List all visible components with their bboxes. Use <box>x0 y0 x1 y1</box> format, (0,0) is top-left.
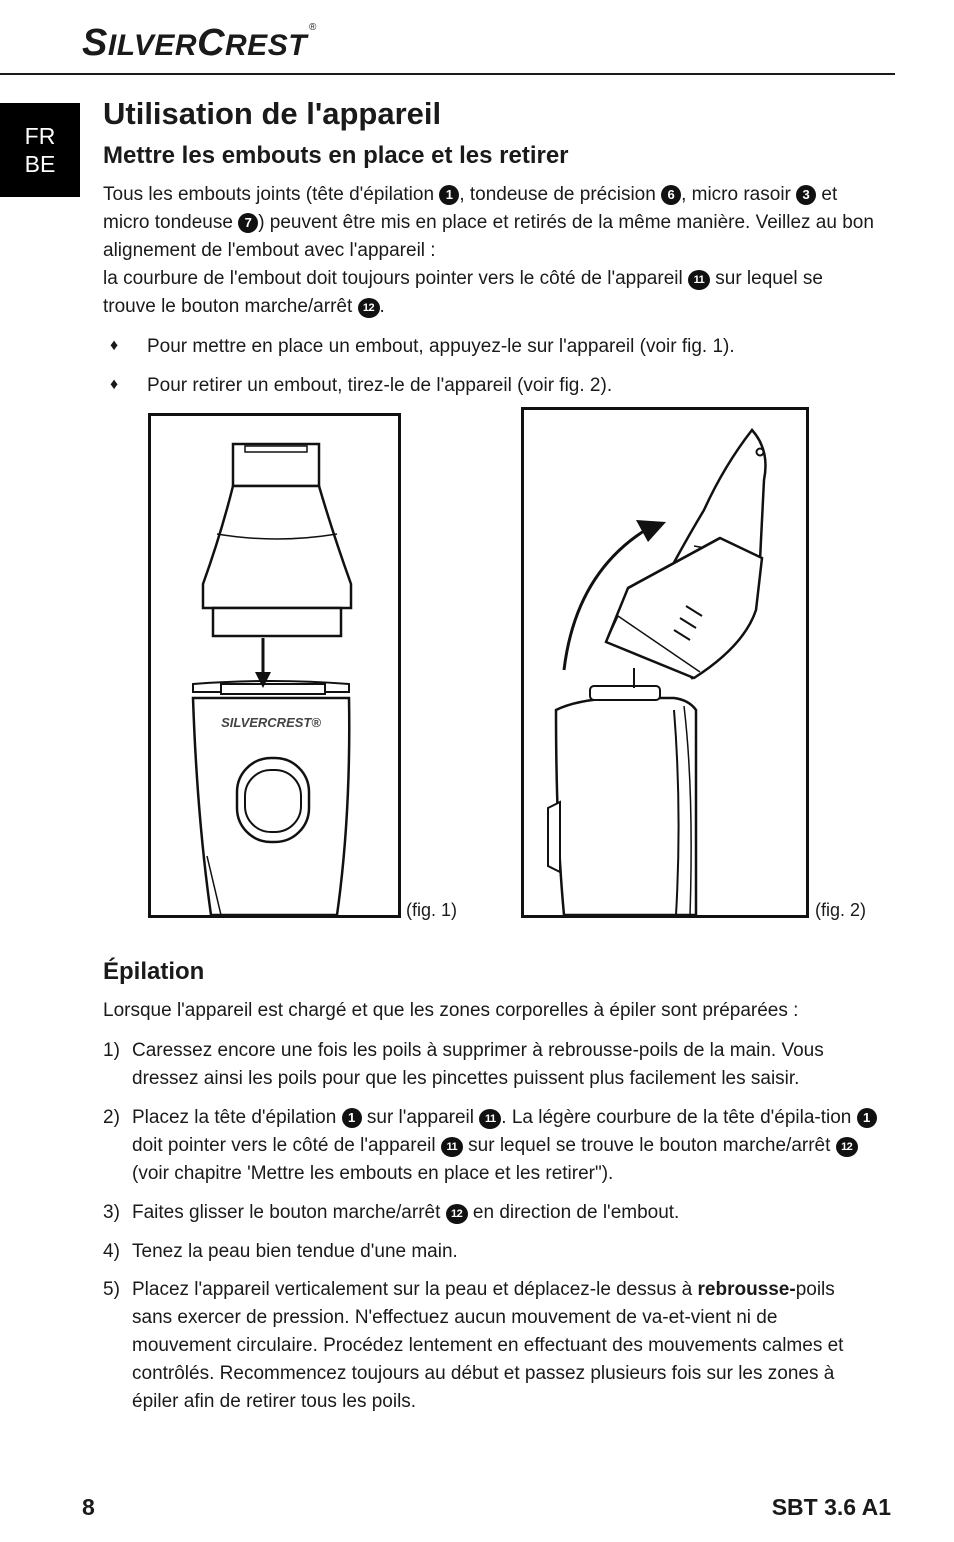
model-number: SBT 3.6 A1 <box>771 1494 891 1520</box>
step-1 <box>103 1037 878 1093</box>
figure-1 <box>148 413 401 918</box>
callout-number: 12 <box>446 1204 468 1224</box>
step-number: 1) <box>103 1040 120 1061</box>
callout-number: 12 <box>358 298 380 318</box>
callout-number: 11 <box>479 1109 501 1129</box>
step-2 <box>103 1104 878 1188</box>
paragraph-attachments: Tous les embouts joints (tête d'épilation 1 , tondeuse de précision 6 , micro rasoir 3 et micro tondeuse 7 ) peuvent être mis en place et retirés de la même manière. Veillez au bon alignement de l'embout avec l'appareil : la courbure de l'embout doit toujours pointer vers le côté de l'appareil 11 sur lequel se trouve le bouton marche/arrêt 12 . <box>103 184 874 317</box>
callout-number: 1 <box>342 1108 362 1128</box>
brand-part: ILVER <box>107 29 198 62</box>
brand-logo <box>82 22 317 65</box>
bullet-icon: ♦ <box>110 337 119 354</box>
section-heading-attachments: Mettre les embouts en place et les retirer <box>103 142 569 169</box>
bullet-text: Pour retirer un embout, tirez-le de l'appareil (voir fig. 2). <box>147 375 613 396</box>
epilation-intro: Lorsque l'appareil est chargé et que les zones corporelles à épiler sont préparées : <box>103 1000 799 1021</box>
callout-number: 1 <box>439 185 459 205</box>
callout-number: 7 <box>238 213 258 233</box>
header-rule <box>0 73 895 75</box>
step-text: Placez l'appareil verticalement sur la peau et déplacez-le dessus à rebrousse-poils sans exercer de pression. N'effectuez aucun mouvement de va-et-vient ni de mouvement circulaire. Procédez lentement en effectuant des mouvements calmes et contrôlés. Recommencez toujours au début et passez plusieurs fois sur les zones à épiler afin de retirer tous les poils. <box>132 1279 844 1412</box>
brand-letter: C <box>197 22 226 64</box>
lang-be: BE <box>24 151 56 177</box>
step-3 <box>103 1199 878 1227</box>
step-text: Tenez la peau bien tendue d'une main. <box>132 1241 458 1262</box>
figure-2 <box>521 407 809 918</box>
figure-1-caption: (fig. 1) <box>406 900 458 920</box>
step-number: 4) <box>103 1241 120 1262</box>
step-5 <box>103 1276 878 1416</box>
step-4 <box>103 1238 878 1266</box>
bullet-text: Pour mettre en place un embout, appuyez-le sur l'appareil (voir fig. 1). <box>147 336 735 357</box>
step-text: Caressez encore une fois les poils à supprimer à rebrousse-poils de la main. Vous dressez ainsi les poils pour que les pincettes puissent plus facilement les saisir. <box>132 1040 824 1089</box>
step-number: 2) <box>103 1107 120 1128</box>
lang-fr: FR <box>24 123 56 149</box>
brand-part: REST <box>225 29 308 62</box>
callout-number: 1 <box>857 1108 877 1128</box>
section-heading-epilation: Épilation <box>103 958 205 985</box>
bullet-icon: ♦ <box>110 376 119 393</box>
device-logo: SILVERCREST® <box>221 715 321 730</box>
step-text: Faites glisser le bouton marche/arrêt 12 en direction de l'embout. <box>132 1202 680 1223</box>
figure-2-illustration <box>524 410 806 915</box>
figure-2-caption: (fig. 2) <box>815 900 867 920</box>
callout-number: 11 <box>688 270 710 290</box>
callout-number: 6 <box>661 185 681 205</box>
brand-letter: S <box>82 22 108 64</box>
step-text: Placez la tête d'épilation 1 sur l'appareil 11 . La légère courbure de la tête d'épila-tion 1 doit pointer vers le côté de l'appareil 11 sur lequel se trouve le bouton marche/arrêt 12 (voir chapitre 'Mettre les embouts en place et les retirer"). <box>132 1104 878 1188</box>
callout-number: 3 <box>796 185 816 205</box>
step-number: 3) <box>103 1202 120 1223</box>
callout-number: 12 <box>836 1137 858 1157</box>
callout-number: 11 <box>441 1137 463 1157</box>
page-title: Utilisation de l'appareil <box>103 96 442 131</box>
step-number: 5) <box>103 1279 120 1300</box>
figure-1-illustration <box>151 416 398 915</box>
language-tab <box>0 103 80 197</box>
registered-mark: ® <box>309 22 317 33</box>
page-number: 8 <box>82 1494 95 1520</box>
